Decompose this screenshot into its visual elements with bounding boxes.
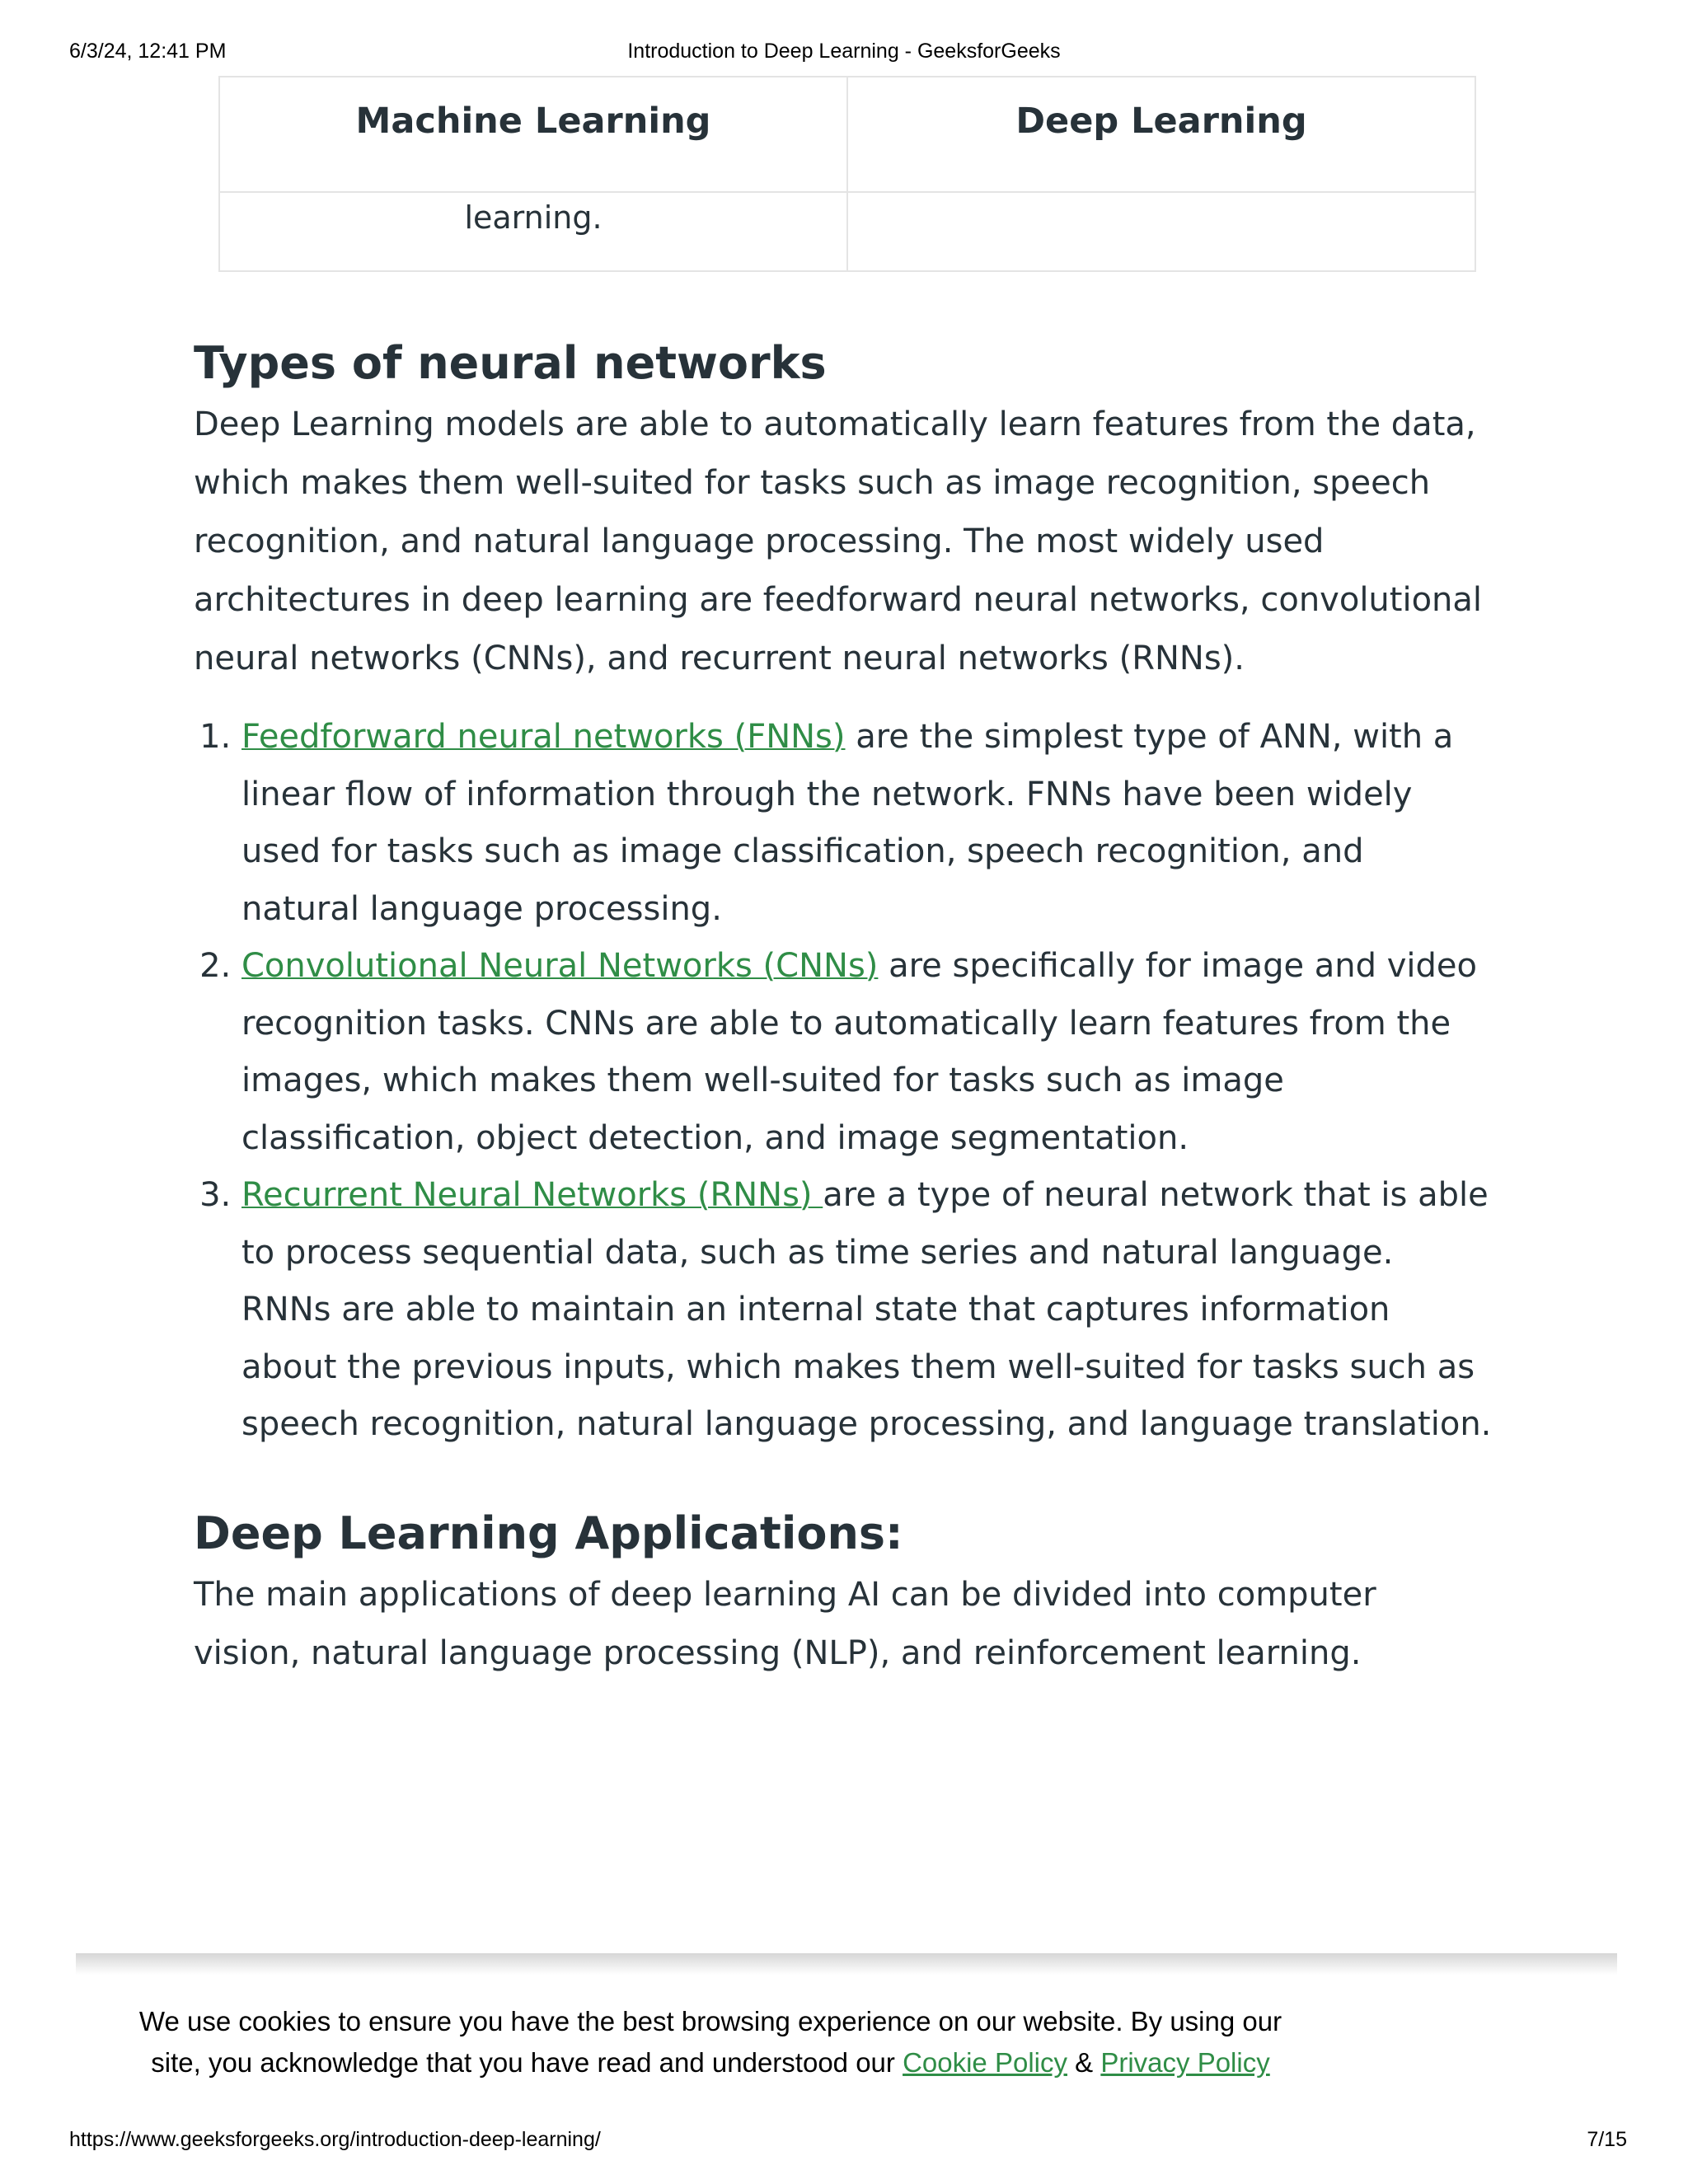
table-cell: learning. [219, 192, 847, 271]
list-item-text: are a type of neural network that is able to process sequential data, such as time series and natural language. RNNs are able to maintain an internal state that captures information about the previous inputs, which makes them well-suited for tasks such as speech recognition, natural language processing, and language translation. [241, 1176, 1492, 1443]
print-footer [0, 2128, 1688, 2161]
print-url: https://www.geeksforgeeks.org/introduction-deep-learning/ [69, 2128, 601, 2151]
table-row [219, 192, 1475, 271]
cookie-banner-shadow [76, 1953, 1617, 1975]
fnn-link[interactable]: Feedforward neural networks (FNNs) [241, 718, 846, 756]
cookie-notice-text [134, 2001, 1287, 2083]
privacy-policy-link[interactable]: Privacy Policy [1100, 2047, 1270, 2078]
types-section-title: Types of neural networks [194, 337, 827, 389]
comparison-table [218, 76, 1476, 272]
cookie-amp: & [1067, 2047, 1101, 2078]
table-header-row [219, 77, 1475, 192]
table-header-deep-learning: Deep Learning [847, 77, 1475, 192]
list-item-text: are the simplest type of ANN, with a linear flow of information through the network. FNNs have been widely used for tasks such as image classification, speech recognition, and natural language processing. [241, 718, 1454, 928]
types-section [194, 335, 1492, 688]
applications-section-title: Deep Learning Applications: [194, 1507, 903, 1559]
list-item-text: are specifically for image and video recognition tasks. CNNs are able to automatically learn features from the images, which makes them well-suited for tasks such as image classification, object detection, and image segmentation. [241, 947, 1478, 1157]
print-page-number: 7/15 [1587, 2128, 1627, 2151]
neural-network-list [194, 709, 1492, 1454]
table-cell [847, 192, 1475, 271]
applications-paragraph: The main applications of deep learning AI can be divided into computer vision, natural language processing (NLP), and reinforcement learning. [194, 1576, 1376, 1672]
print-page-title: Introduction to Deep Learning - GeeksforGeeks [627, 40, 1061, 63]
cookie-line-1: We use cookies to ensure you have the best browsing experience on our website. By using our [138, 2006, 1282, 2036]
list-item [241, 709, 1492, 938]
rnn-link[interactable]: Recurrent Neural Networks (RNNs) [241, 1176, 823, 1214]
print-header [0, 40, 1688, 73]
cnn-link[interactable]: Convolutional Neural Networks (CNNs) [241, 947, 879, 985]
print-datetime: 6/3/24, 12:41 PM [69, 40, 227, 63]
list-item [241, 1167, 1492, 1454]
table-header-machine-learning: Machine Learning [219, 77, 847, 192]
types-intro-paragraph: Deep Learning models are able to automatically learn features from the data, which makes them well-suited for tasks such as image recognition, speech recognition, and natural language processing. The most widely used architectures in deep learning are feedforward neural networks, convolutional neural networks (CNNs), and recurrent neural networks (RNNs). [194, 405, 1483, 677]
applications-section [194, 1505, 1492, 1683]
cookie-banner [76, 1975, 1617, 2098]
list-item [241, 938, 1492, 1167]
cookie-line-2: site, you acknowledge that you have read and understood our [151, 2047, 903, 2078]
neural-network-list-wrapper [194, 709, 1492, 1454]
cookie-policy-link[interactable]: Cookie Policy [903, 2047, 1067, 2078]
